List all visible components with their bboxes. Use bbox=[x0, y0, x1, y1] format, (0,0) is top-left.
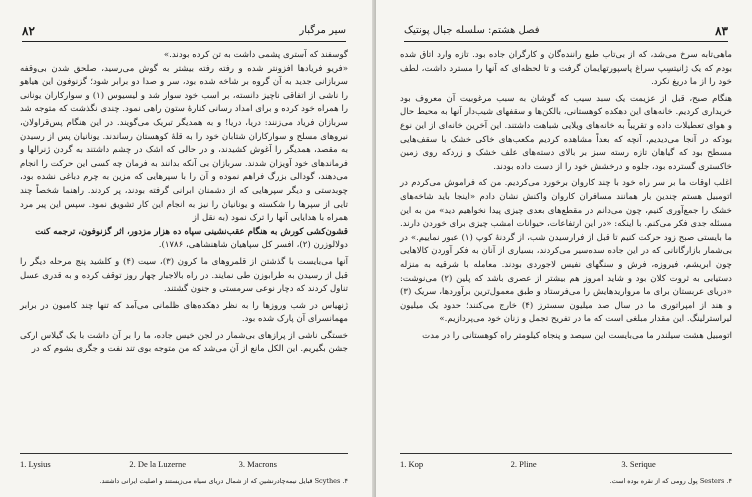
header-rule bbox=[404, 41, 728, 42]
footnote-extra: ۴. Sesters پول رومی که از نقره بوده است. bbox=[609, 477, 732, 485]
running-title: سیر مرگبار bbox=[299, 25, 346, 36]
paragraph: دولالوزرن (۲)، افسر کل سپاهیان شاهنشاهی، ۱۷۸۶). bbox=[158, 240, 348, 251]
header-rule bbox=[22, 41, 346, 42]
paragraph: اغلب اوقات ما بر سر راه خود با چند کاروان برخورد می‌کردیم. من که فراموش می‌کردم در اتومبیل هستم چندین بار همانند مسافران کاروان واکنش نشان دادم «اینجا باید شاخه‌های خشک را جمع‌آوری کنیم، چون می‌دانم در مقطع‌های بعدی چیزی پیدا نخواهیم دید» من به این مسئله جدی فکر می‌کنم. با اینکه: «در این ارتفاعات، حیوانات امشب چیزی برای خوردن دارند. ما بایستی صبح زود حرکت کنیم تا قبل از فرارسیدن شب، از گردنهٔ کوپ (۱) عبور نماییم.» در بی‌شمار بازارگانانی که در این جاده سده‌سیر می‌کردند، بسیاری از آنان به فکر آوردن کالاهایی چون ابریشم، فیروزه، فرش و سنگهای نفیس لاجوردی بودند. معامله با شرقیه به منزله دستیابی به ثروت کلان بود و شاید امروز هم بیشتر از عصری باشد که پلین (۲) می‌نوشت: «دریای عربستان برای ما مروارید‌هایش را می‌فرستاد و طبق معمول‌ترین برآوردها، سریک (۳) و هند از امپراتوری ما در سال صد میلیون سسترز (۴) خارج می‌کنند؛ حدود یک میلیون لیراسترلینگ. این مقدار مبلغی است که ما در تفریح تجمل و زنان خود می‌پردازیم.» bbox=[400, 178, 733, 325]
right-footnotes bbox=[400, 453, 732, 487]
footnote: 2. De la Luzerne bbox=[129, 459, 186, 469]
left-page-header bbox=[22, 24, 346, 38]
right-page-body bbox=[400, 49, 732, 343]
footnote: 1. Lysius bbox=[20, 459, 51, 469]
paragraph: ماهی‌تابه سرخ می‌شد، که از بی‌تاب طبع راننده‌گان و کارگران جاده بود. تازه وارد اتاق شده بودم که یک ژانیتسِپ سراغ پاسپورتها‌یمان گرفت و تا لحظه‌ای که آنها را مسترد داشت، لطف خود را از ما دریغ نکرد. bbox=[400, 50, 732, 88]
paragraph: ژنهیاس در شب وروزها را به نظر دهکده‌های ظلمانی می‌آمد که تنها چند کامیون در برابر مهمانسرای آن پارک شده بود. bbox=[20, 300, 348, 325]
left-page-body bbox=[20, 49, 348, 357]
footnote-row bbox=[400, 458, 732, 470]
footnote: 2. Pline bbox=[510, 459, 537, 469]
paragraph: آنها می‌بایست با گذشتن از قلمروهای ما کرون (۳)، سیت (۴) و کلشید پنج مرحله دیگر را قبل از رسیدن به طرابوزن طی نمایند. در راه بالاجبار چهار روز توقف کرده و به قدری عسل تناول کردند که دچار نوعی سرمستی و جنون گشتند. bbox=[20, 256, 348, 295]
footnote-rule bbox=[400, 453, 732, 454]
paragraph: خستگی ناشی از پرازهای بی‌شمار در لجن خیس جاده، ما را بر آن داشت با یک گیلاس ارکی جشن بگیریم. این الکل مانع از آن می‌شد که من متوجه بوی تند نفت و جگری بشوم که در bbox=[20, 330, 348, 355]
left-footnotes bbox=[20, 453, 348, 487]
footnote-rule bbox=[20, 453, 348, 454]
page-number: ۸۲ bbox=[22, 24, 35, 38]
paragraph: هنگام صبح، قبل از عزیمت یک سبد سیب که گوشان به سبب مرغوبیت آن معروف بود خریداری کردیم. خانه‌های این دهکده کوهستانی، بالکن‌ها و سقفهای شیب‌دار آنها به محیط حال و هوای تعطیلات داده و تقریباً به خانه‌های ویلایی شباهت داشتند. این آخرین خانه‌ای از این نوع بودکه در آنجا می‌دیدیم، آنچه که بعداً مشاهده کردیم مکعب‌های خاکی خشک با سقف‌هایی مسطح بود که گیاهان تازه رسته سبز بر بالای دسته‌های علف خشک و زردکه روی زمین خاکستری گسترده بود، جلوه و درخشش خود را از دست داده بودند. bbox=[400, 93, 732, 172]
right-page-header bbox=[404, 24, 728, 38]
footnote-row bbox=[20, 458, 348, 470]
footnote-extra: ۴. Scythes قبایل نیمه‌چادرنشین که از شمال دریای سیاه می‌زیستند و اصلیت ایرانی داشتند. bbox=[99, 477, 348, 485]
book-title-line: قشون‌کشی کورش به هنگام عقب‌نشینی سپاه ده هزار مزدور، اثر گزنوفون، ترجمه کنت bbox=[35, 226, 348, 237]
page-number: ۸۳ bbox=[715, 24, 728, 38]
paragraph: گوسفند که آستری پشمی داشت به تن کرده بودند.» bbox=[163, 50, 348, 60]
right-page bbox=[376, 0, 752, 497]
running-title: فصل هشتم: سلسله جبال پونتیک bbox=[404, 25, 540, 36]
footnote: 1. Kop bbox=[400, 459, 424, 469]
paragraph: «فریو فریادها افزونتر شده و رفته رفته بیشتر به گوش می‌رسید، صلحق شدن بی‌وقفه سربازانی جدید به آن گروه بر شاخه شده بود، سر و صدا دو برابر شود؛ گزنوفون این هیاهو را ناشی از اتفاقی ناچیز دانسته، بر اسب خود سوار شد و لیسیوس (۱) و سوارکاران یونانی را همراه خود کرده و برای امداد رسانی کنارهٔ ستون راهی نمود. چندی نگذشت که متوجه شد سربازان فریاد می‌زنند: دریا، دریا! و به همدیگر تبریک می‌گویند. در این هنگام پس‌قراولان، نیروهای مسلح و سوارکاران شتابان خود را به قلهٔ کوهستان رساندند. یونانیان پس از رسیدن به مقصد، همدیگر را آغوش کشیدند، و در حالی که اشک در چشم داشتند به گردن ژنرالها و فرماندهای خود آویزان شدند. سربازان بی آنکه بدانند به فرمان چه کسی این حرکت را انجام می‌دهند، گودالی بزرگ فراهم نموده و آن را با سپرهایی که مزین به چرم دباغی نشده بود، چوبدستی و دیگر سپرهایی که از دشمنان ابرانی گرفته بودند، پر کردند. راهنما شخصاً چند تایی از سپرها را شکسته و یونانیان را نیز به انجام این کار تشویق نمود. سپس این پیر مرد همراه با هدایایی آنها را ترک نمود (به نقل از bbox=[20, 63, 348, 224]
footnote: 3. Serique bbox=[621, 459, 656, 469]
footnote: 3. Macrons bbox=[238, 459, 277, 469]
paragraph: اتومبیل هشت سیلندر ما می‌بایست این سیصد و پنجاه کیلومتر راه کوهستانی را در مدت bbox=[422, 330, 732, 341]
